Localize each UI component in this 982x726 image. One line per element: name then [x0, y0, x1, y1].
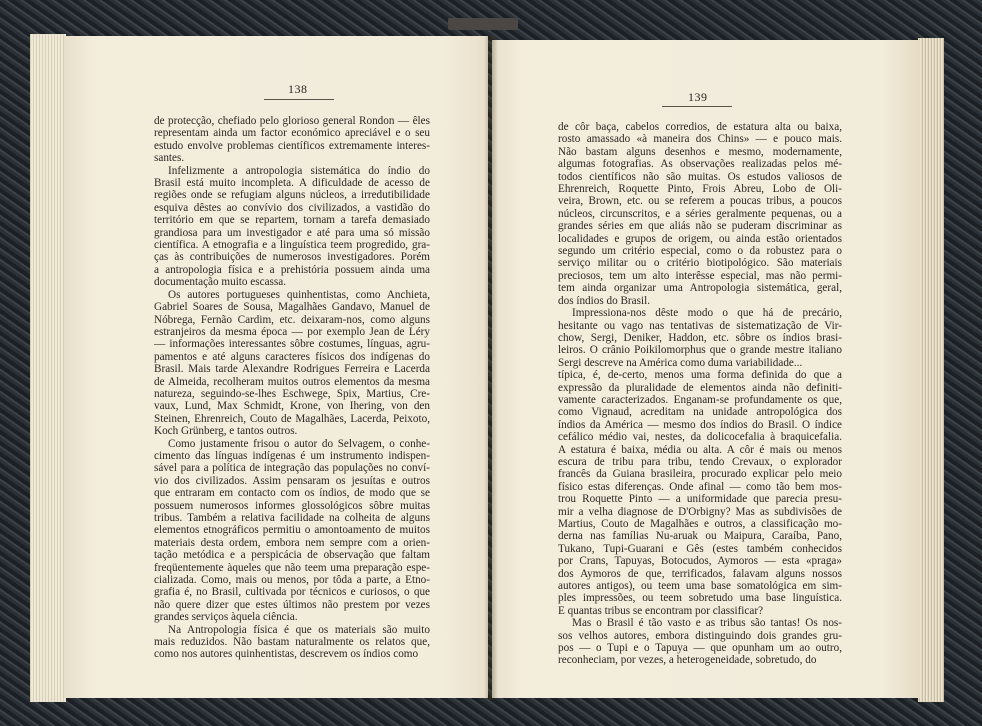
text-line: como Vignaud, acreditam na unidade antropológica dos	[558, 406, 842, 419]
text-line: cefálico médio vai, nestes, da dolicocefalia à braquicefalia.	[558, 431, 842, 444]
text-line: francês da Guiana brasileira, procurado explicar pelo meio	[558, 468, 842, 481]
left-page-number-rule	[264, 99, 334, 100]
text-line: hesitante ou vago nas tentativas de sistematização de Vir-	[558, 319, 842, 332]
text-line: de Almeida, recolheram muitos outros elementos da mesma	[154, 375, 430, 388]
text-line: tação metódica e a perspicácia de observação que faltam	[154, 549, 430, 562]
text-line: mais reduzidos. Não bastam naturalmente os relatos que,	[154, 636, 430, 649]
text-line: autores antigos), ou teem uma base somatológica em sim-	[558, 580, 842, 593]
left-page-number: 138	[288, 82, 308, 96]
text-line: esquiva dêstes ao convívio dos civilizados, a vastidão do	[154, 201, 430, 214]
text-line: expressão da pluralidade de elementos ainda não definiti-	[558, 381, 842, 394]
text-line: A estatura é baixa, média ou alta. A côr é mais ou menos	[558, 443, 842, 456]
right-page-body	[558, 121, 842, 667]
text-line: Não bastam alguns desenhos e mesmo, modernamente,	[558, 145, 842, 158]
text-line: Brasil está muito incompleta. A dificuldade de acesso de	[154, 177, 430, 190]
text-line: rosto amassado «à maneira dos Chins» — e pouco mais.	[558, 133, 842, 146]
text-line: mir a velha diagnose de D'Orbigny? Mas as subdivisões de	[558, 505, 842, 518]
text-line: representam ainda um factor económico apreciável e o seu	[154, 127, 430, 140]
text-line: de côr baça, cabelos corredios, de estatura alta ou baixa,	[558, 121, 842, 133]
text-line: trou Roquette Pinto — a uniformidade que parecia presu-	[558, 493, 842, 506]
text-line: estranjeiros da mesma época — por exemplo Jean de Léry	[154, 325, 430, 338]
text-line: ças às contribuições de numerosos investigadores. Porém	[154, 251, 430, 264]
left-page-edges	[30, 34, 66, 702]
text-line: Koch Grünberg, e tantos outros.	[154, 425, 298, 438]
text-line: vio dos civilizados. Assim pensaram os jesuítas e outros	[154, 474, 430, 487]
text-line: como nos autores quinhentistas, descrevem os índios como	[154, 648, 419, 661]
right-page	[492, 40, 920, 698]
text-line: Martius, Couto de Magalhães e outros, a classificação mo-	[558, 518, 842, 530]
text-line: vamente caracterizados. Enganam-se profundamente os que,	[558, 393, 842, 406]
text-line: algumas fotografias. As observações realizadas pelos mé-	[558, 158, 842, 171]
text-line: típica, é, de-certo, menos uma forma definida do que a	[558, 369, 842, 382]
text-line: estudo envolve problemas científicos extremamente interes-	[154, 139, 430, 152]
text-line: território em que se repartem, tornam a tarefa demasiado	[154, 214, 430, 227]
text-line: chow, Sergi, Deniker, Haddon, etc. sôbre os índios brasi-	[558, 331, 842, 344]
text-line: grafia é, no Brasil, cultivada por técnicos e curiosos, o que	[154, 586, 430, 599]
text-line: de protecção, chefiado pelo glorioso general Rondon — êles	[154, 115, 430, 127]
text-line: — informações interessantes sôbre costumes, línguas, agru-	[154, 338, 430, 351]
text-line: leiros. O crânio Poikilomorphus que o grande mestre italiano	[558, 344, 842, 357]
text-line: materiais desta ordem, embora nem sempre com a orien-	[154, 536, 430, 549]
text-line: Infelizmente a antropologia sistemática do índio do	[168, 164, 430, 177]
text-line: grandiosa para um investigador e até para uma só missão	[154, 226, 430, 239]
text-line: sável para a política de integração das populações no conví-	[154, 462, 430, 475]
text-line: escura de tribu para tribu, tendo Crevaux, o explorador	[558, 455, 842, 468]
text-line: Tukano, Tupi-Guarani e Gês (estes também conhecidos	[558, 542, 842, 555]
text-line: Na Antropologia física é que os materiais são muito	[168, 623, 430, 636]
text-line: todos científicos não são muitas. Os estudos valiosos de	[558, 170, 842, 183]
text-line: Mas o Brasil é tão vasto e as tribus são tantas! Os nos-	[572, 617, 842, 630]
text-line: E quantas tribus se encontram por classificar?	[558, 604, 764, 617]
left-page	[64, 36, 488, 698]
text-line: ples impressões, ou teem sobretudo uma base linguística.	[558, 592, 842, 605]
text-line: natureza, seguindo-se-lhes Eschwege, Spix, Martius, Cre-	[154, 387, 430, 400]
text-line: Como justamente frisou o autor do Selvagem, o conhe-	[168, 437, 430, 450]
text-line: cimento das línguas indígenas é um instrumento indispen-	[154, 449, 430, 462]
text-line: dos índios do Brasil.	[558, 294, 650, 307]
text-line: científica. A etnografia e a linguística teem progredido, gra-	[154, 239, 430, 252]
text-line: Nóbrega, Fernão Cardim, etc. deixaram-nos, como alguns	[154, 313, 430, 326]
text-line: regiões onde se refugiam alguns núcleos, a irredutibilidade	[154, 189, 430, 202]
text-line: núcleos, circunscritos, e a séries geralmente pequenas, ou a	[558, 207, 842, 220]
right-page-number: 139	[688, 90, 708, 104]
right-page-number-rule	[662, 106, 732, 107]
text-line: vaux, Lund, Max Schmidt, Krone, von Ihering, von den	[154, 400, 430, 413]
text-line: sos velhos autores, embora distinguindo dois grandes gru-	[558, 629, 842, 642]
text-line: Impressiona-nos dêste modo o que há de precário,	[572, 307, 842, 320]
text-line: que entraram em contacto com os índios, de modo que se	[154, 487, 430, 500]
right-page-edges	[918, 38, 944, 702]
text-line: veira, Brown, etc. ou se referem a poucas tribus, a poucos	[558, 195, 842, 208]
text-line: elementos etnográficos permitiu o amontoamento de muitos	[154, 524, 430, 537]
text-line: localidades e grupos de origem, ou ainda estão orientados	[558, 232, 842, 245]
text-line: serviço militar ou o critério biotipológico. São materiais	[558, 257, 842, 270]
text-line: não quere dizer que estes últimos não prestem por vezes	[154, 598, 430, 611]
text-line: derna nas famílias Nu-aruak ou Maipura, Caraíba, Pano,	[558, 530, 842, 543]
text-line: pamentos e até alguns caracteres físicos dos indígenas do	[154, 350, 430, 363]
book-gutter	[484, 36, 498, 700]
text-line: possuem numerosos informes glossológicos sôbre muitas	[154, 499, 430, 512]
text-line: índios da América — mesmo dos índios do Brasil. O índice	[558, 418, 842, 431]
text-line: segundo um critério especial, como o da robustez para o	[558, 245, 842, 258]
text-line: freqüentemente àqueles que não teem uma preparação espe-	[154, 561, 430, 574]
text-line: documentação muito escassa.	[154, 276, 287, 289]
book-spine-tab	[448, 18, 518, 30]
text-line: tribus. Também a relativa facilidade na colheita de alguns	[154, 512, 430, 524]
text-line: Gabriel Soares de Sousa, Magalhães Gandavo, Manuel de	[154, 301, 430, 314]
text-line: Sergi descreve na América como duma variabilidade...	[558, 356, 803, 369]
text-line: grandes serviços àquela ciência.	[154, 611, 298, 624]
text-line: Ehrenreich, Roquette Pinto, Frois Abreu, Lobo de Oli-	[558, 183, 842, 196]
text-line: cializada. Como, mais ou menos, por tôda a parte, a Etno-	[154, 574, 430, 587]
text-line: preciosos, tem um alto interêsse especial, mas não permi-	[558, 269, 842, 282]
text-line: dos Aymoros de que, terrificados, falavam alguns nossos	[558, 567, 842, 580]
text-line: físico estas diferenças. Onde afinal — como tão bem mos-	[558, 480, 842, 493]
text-line: grandes séries em que aliás não se puderam discriminar as	[558, 220, 842, 233]
text-line: a antropologia física e a prehistória possuem ainda uma	[154, 263, 430, 276]
text-line: Brasil. Mais tarde Alexandre Rodrigues Ferreira e Lacerda	[154, 363, 430, 376]
text-line: pos — o Tupi e o Tapuya — que opunham um ao outro,	[558, 642, 842, 655]
text-line: Os autores portugueses quinhentistas, como Anchieta,	[168, 288, 430, 301]
text-line: por Crans, Tapuyas, Botocudos, Aymoros — esta «praga»	[558, 555, 842, 568]
text-line: tem ainda organizar uma Antropologia sistemática, geral,	[558, 282, 842, 295]
left-page-body	[154, 115, 430, 661]
text-line: Steinen, Ehrenreich, Couto de Magalhães, Lacerda, Peixoto,	[154, 412, 430, 425]
text-line: santes.	[154, 152, 185, 165]
text-line: reconheciam, por vezes, a heterogeneidade, sobretudo, do	[558, 654, 817, 667]
